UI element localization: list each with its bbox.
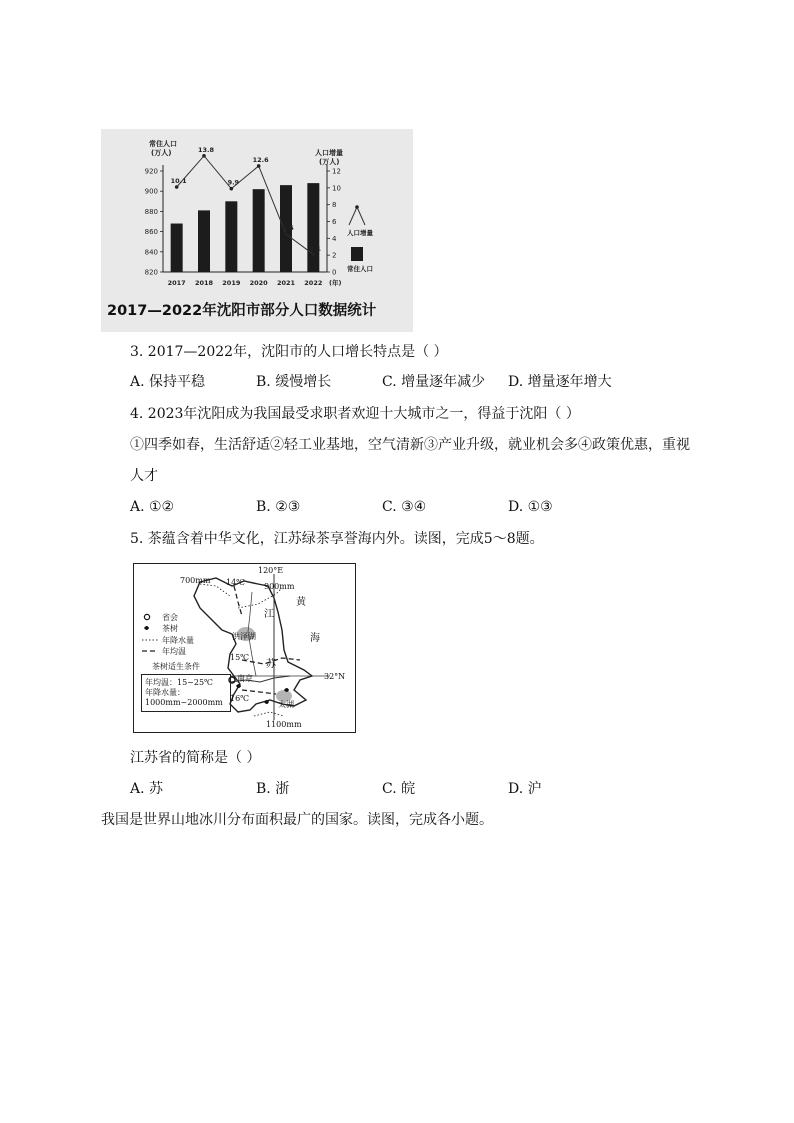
- left-axis-title-2: (万人): [151, 149, 172, 157]
- left-tick-label: 920: [144, 167, 158, 176]
- increment-point-2022: [312, 253, 316, 257]
- increment-point-2019: [230, 187, 234, 191]
- legend-bar-symbol: [351, 247, 363, 261]
- left-tick-label: 840: [144, 248, 158, 257]
- increment-point-2017: [175, 185, 179, 189]
- question-5-option-b[interactable]: B. 浙: [256, 781, 290, 797]
- left-tick-label: 820: [144, 268, 158, 277]
- left-axis-title-1: 常住人口: [149, 140, 177, 148]
- question-5-option-a[interactable]: A. 苏: [130, 781, 164, 797]
- bar-2017: [171, 224, 183, 272]
- question-4-stem: 4. 2023年沈阳成为我国最受求职者欢迎十大城市之一，得益于沈阳（ ）: [130, 406, 580, 422]
- label-32n: 32°N: [324, 672, 346, 681]
- right-tick-label: 10: [332, 184, 341, 193]
- legend-line-point: [355, 205, 359, 209]
- increment-data-label-2022: 2.1: [309, 244, 322, 253]
- category-label-2022: 2022: [304, 279, 323, 287]
- increment-data-label-2018: 13.8: [197, 145, 215, 154]
- conditions-title: 茶树适生条件: [152, 662, 200, 671]
- condition-precipitation-range: 1000mm~2000mm: [145, 698, 223, 707]
- label-tai-lake: 太湖: [278, 700, 294, 709]
- label-jiang: 江: [264, 609, 274, 620]
- question-5-sub-stem: 江苏省的简称是（ ）: [130, 750, 261, 766]
- question-3-option-b[interactable]: B. 缓慢增长: [256, 374, 332, 390]
- category-label-2018: 2018: [194, 279, 214, 287]
- category-label-2021: 2021: [276, 279, 296, 287]
- bar-2022: [307, 183, 319, 272]
- label-su: 苏: [266, 659, 276, 670]
- conditions-box: [141, 674, 231, 712]
- condition-precipitation-label: 年降水量：: [145, 688, 185, 697]
- bar-2019: [225, 201, 237, 272]
- legend-tea-label: 茶树: [162, 624, 178, 633]
- question-3-stem: 3. 2017—2022年，沈阳市的人口增长特点是（ ）: [130, 344, 448, 360]
- question-3-option-d[interactable]: D. 增量逐年增大: [508, 374, 612, 390]
- right-tick-label: 2: [332, 251, 337, 260]
- x-axis-unit: (年): [329, 279, 342, 287]
- label-hongze-lake: 洪泽湖: [232, 632, 256, 641]
- question-4-option-d[interactable]: D. ①③: [508, 499, 553, 515]
- question-4-option-a[interactable]: A. ①②: [130, 499, 175, 515]
- label-nanjing: 南京: [237, 674, 253, 683]
- question-4-body-line-1: ①四季如春，生活舒适②轻工业基地，空气清新③产业升级，就业机会多④政策优惠，重视: [130, 437, 690, 453]
- legend-tea-symbol: [144, 626, 149, 630]
- right-axis-title-1: 人口增量: [315, 149, 343, 157]
- left-tick-label: 860: [144, 228, 158, 237]
- right-tick-label: 0: [332, 268, 337, 277]
- label-900mm: 900mm: [264, 582, 295, 591]
- increment-point-2020: [257, 164, 261, 168]
- chart-caption: 2017—2022年沈阳市部分人口数据统计: [107, 303, 377, 319]
- legend-line-symbol: [349, 207, 365, 225]
- legend-capital-label: 省会: [162, 613, 178, 622]
- bar-2018: [198, 210, 210, 272]
- left-tick-label: 900: [144, 187, 158, 196]
- right-axis-title-2: (万人): [319, 158, 340, 166]
- closing-instruction: 我国是世界山地冰川分布面积最广的国家。读图，完成各小题。: [101, 812, 493, 828]
- question-5-stem: 5. 茶蕴含着中华文化，江苏绿茶享誉海内外。读图，完成5～8题。: [130, 531, 544, 547]
- increment-data-label-2019: 9.9: [227, 178, 240, 187]
- question-3-option-c[interactable]: C. 增量逐年减少: [382, 374, 486, 390]
- legend-line-label: 人口增量: [347, 229, 373, 237]
- category-label-2020: 2020: [249, 279, 268, 287]
- condition-temperature: 年均温：15~25℃: [145, 678, 214, 687]
- right-tick-label: 12: [332, 167, 341, 176]
- label-15c: 15℃: [230, 653, 250, 662]
- increment-point-2018: [202, 154, 206, 158]
- label-700mm: 700mm: [180, 576, 211, 585]
- question-4-body-line-2: 人才: [130, 468, 158, 484]
- legend-precipitation-label: 年降水量: [162, 636, 194, 645]
- left-tick-label: 880: [144, 207, 158, 216]
- right-tick-label: 4: [332, 234, 337, 243]
- label-16c: 16℃: [230, 694, 250, 703]
- increment-line: [177, 156, 314, 254]
- increment-point-2021: [284, 232, 288, 236]
- question-4-option-c[interactable]: C. ③④: [382, 499, 427, 515]
- question-3-option-a[interactable]: A. 保持平稳: [130, 374, 206, 390]
- bar-2020: [253, 189, 265, 272]
- population-chart-figure: [101, 129, 413, 332]
- right-tick-label: 8: [332, 201, 337, 210]
- question-5-option-d[interactable]: D. 沪: [508, 781, 542, 797]
- label-14c: 14℃: [226, 578, 246, 587]
- increment-data-label-2017: 10.1: [170, 176, 187, 185]
- legend-isotherm-label: 年均温: [162, 647, 186, 656]
- right-tick-label: 6: [332, 218, 337, 226]
- label-hai: 海: [310, 633, 320, 644]
- category-label-2019: 2019: [222, 279, 241, 287]
- increment-data-label-2021: 4.5: [282, 224, 294, 233]
- legend-capital-symbol: [144, 614, 149, 619]
- legend-bar-label: 常住人口: [347, 265, 373, 273]
- label-huang: 黄: [296, 597, 306, 608]
- label-1100mm: 1100mm: [266, 720, 302, 729]
- isotherm-14c: [234, 586, 242, 616]
- category-label-2017: 2017: [167, 279, 186, 287]
- question-4-option-b[interactable]: B. ②③: [256, 499, 301, 515]
- increment-data-label-2020: 12.6: [252, 155, 269, 164]
- question-5-option-c[interactable]: C. 皖: [382, 781, 416, 797]
- label-120e: 120°E: [258, 566, 284, 575]
- isoline-1100mm: [254, 712, 284, 716]
- jiangsu-map-figure: [133, 563, 356, 733]
